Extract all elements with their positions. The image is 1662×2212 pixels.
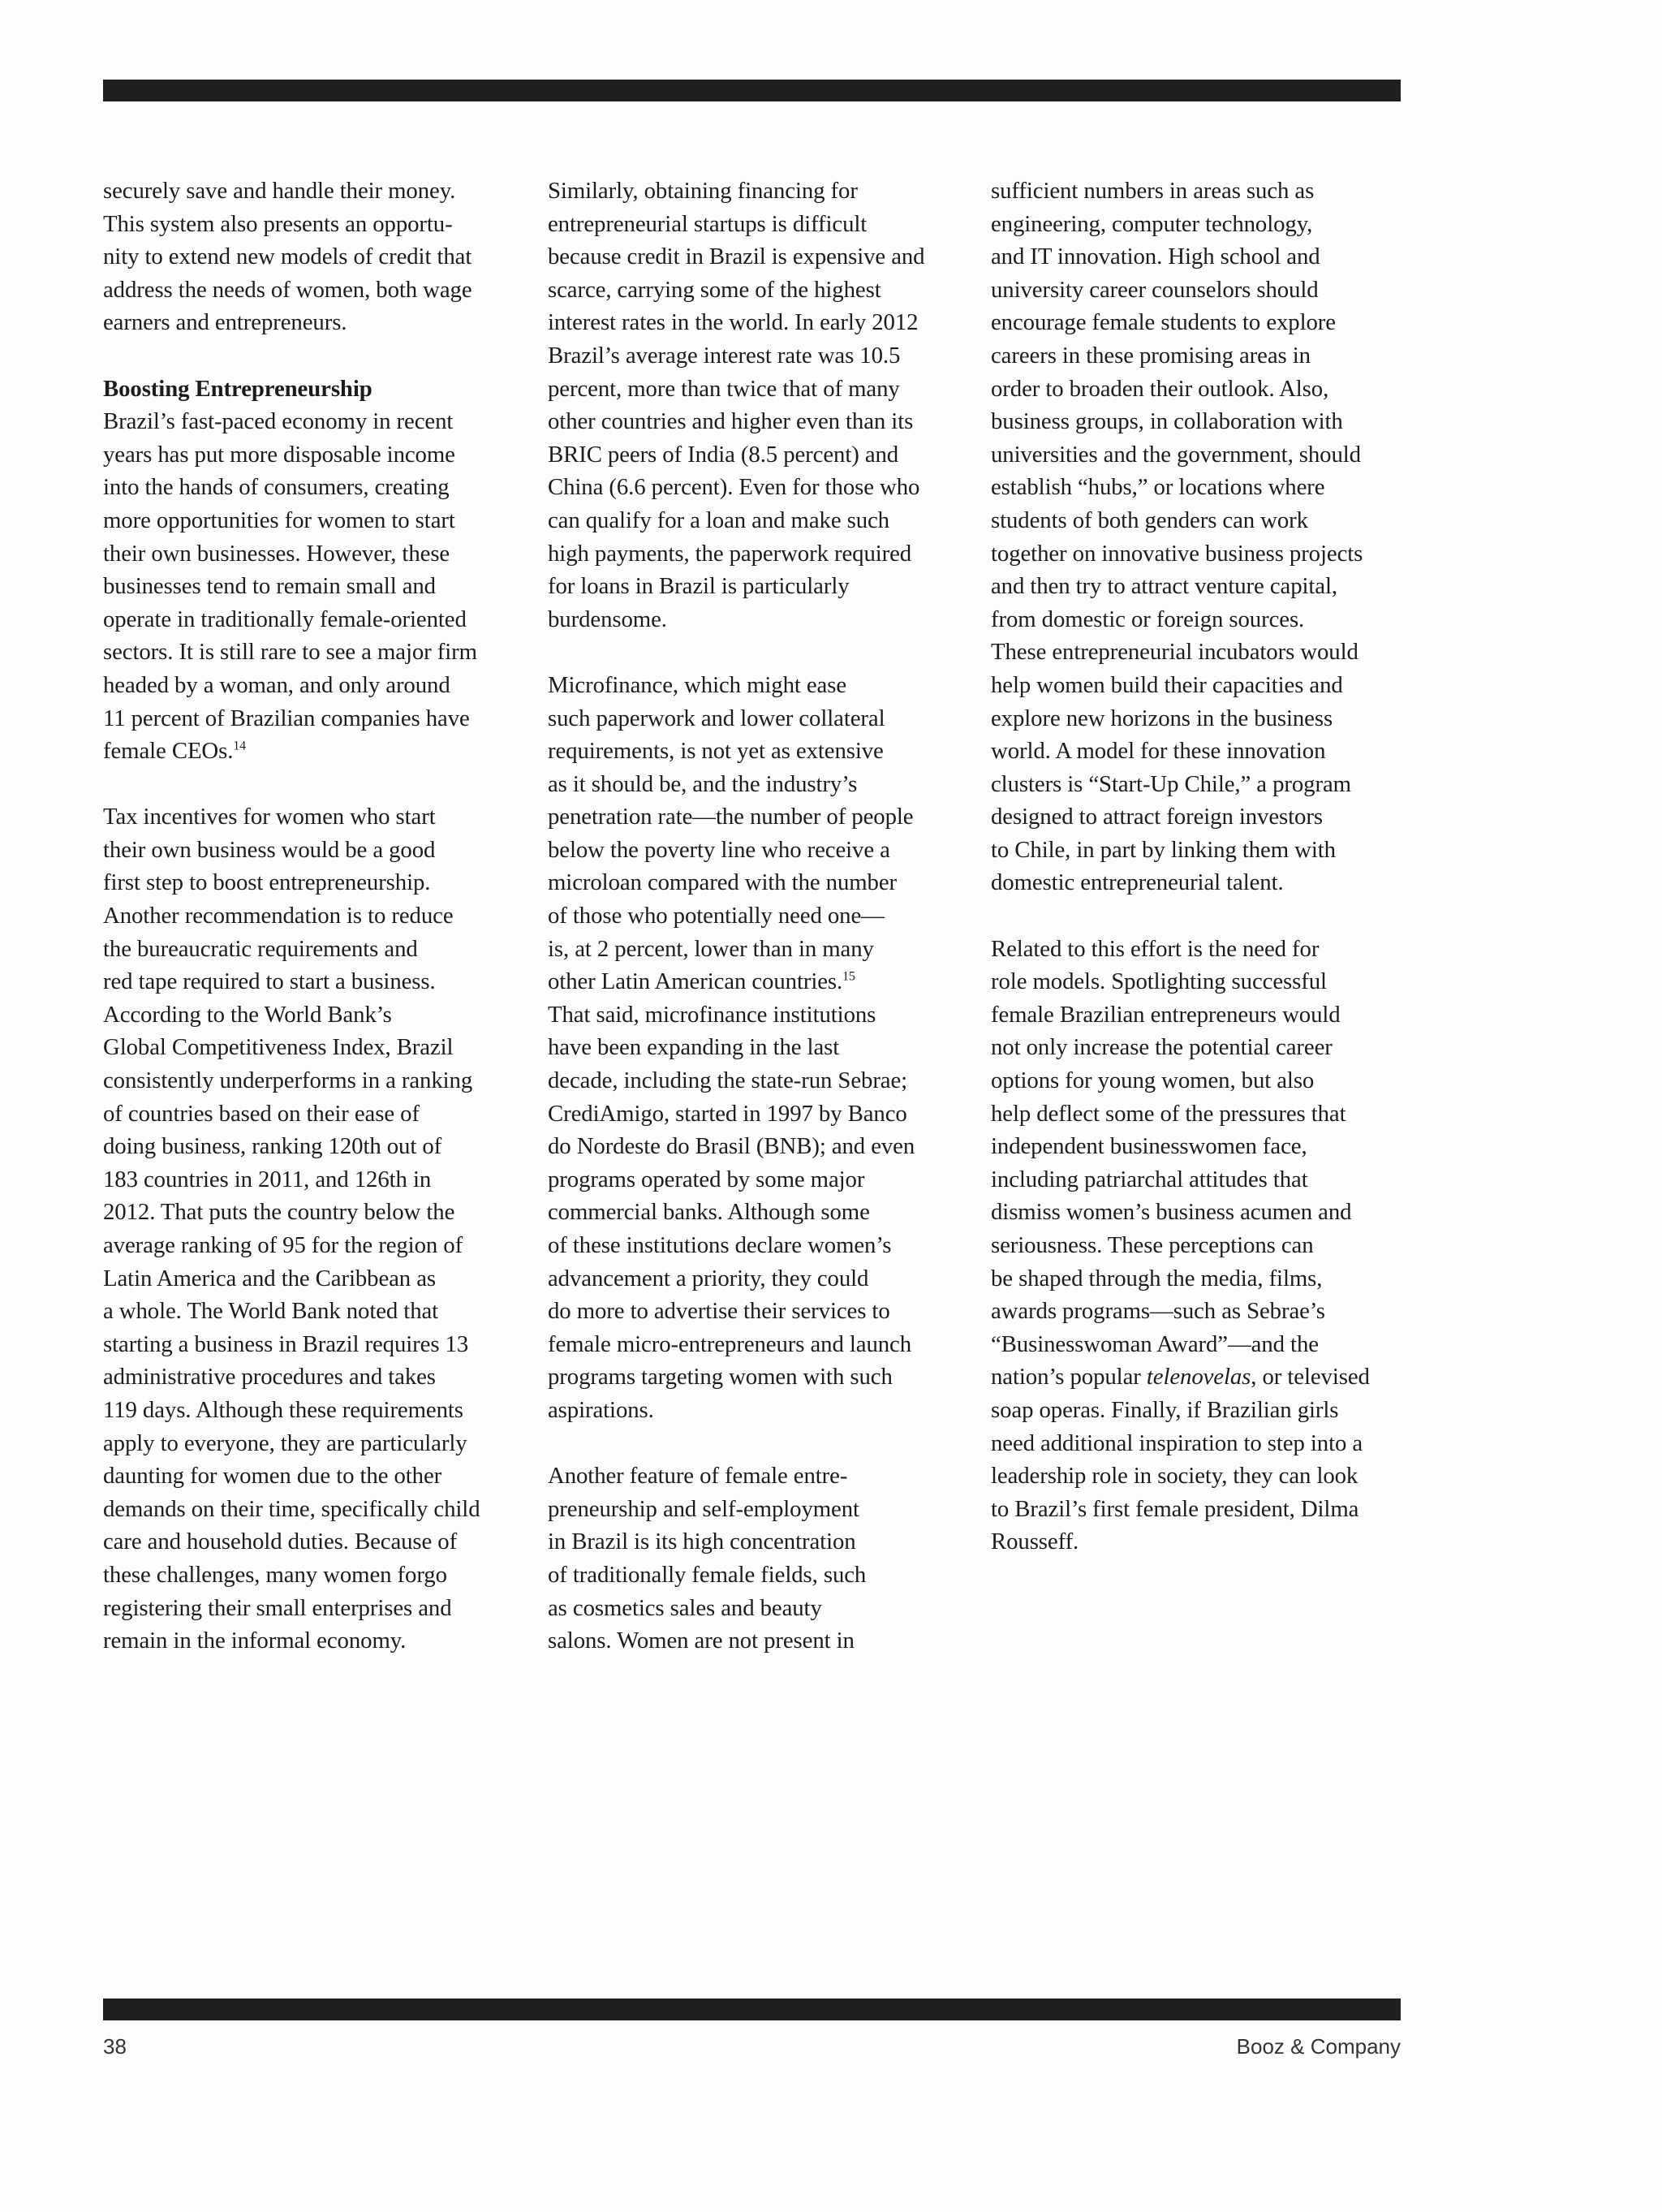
- text-line: remain in the informal economy.: [103, 1628, 407, 1654]
- text-line: high payments, the paperwork required: [548, 540, 912, 567]
- text-line: administrative procedures and takes: [103, 1364, 436, 1391]
- text-line: China (6.6 percent). Even for those who: [548, 474, 920, 501]
- text-line: 183 countries in 2011, and 126th in: [103, 1166, 432, 1192]
- text-line: decade, including the state-run Sebrae;: [548, 1067, 908, 1094]
- text-line: That said, microfinance institutions: [548, 1001, 876, 1028]
- text-line: business groups, in collaboration with: [991, 408, 1343, 435]
- text-fragment: female CEOs.: [103, 738, 234, 765]
- text-line: together on innovative business projects: [991, 540, 1363, 567]
- text-line: According to the World Bank’s: [103, 1001, 392, 1028]
- text-line: securely save and handle their money.: [103, 178, 456, 204]
- text-line: the bureaucratic requirements and: [103, 935, 418, 962]
- text-line: address the needs of women, both wage: [103, 276, 472, 303]
- text-line: programs operated by some major: [548, 1166, 865, 1192]
- text-line: headed by a woman, and only around: [103, 671, 450, 698]
- text-line: designed to attract foreign investors: [991, 804, 1323, 830]
- text-line: nity to extend new models of credit that: [103, 244, 472, 270]
- text-line: programs targeting women with such: [548, 1364, 893, 1391]
- text-line: Brazil’s average interest rate was 10.5: [548, 342, 901, 369]
- text-line: of these institutions declare women’s: [548, 1232, 892, 1258]
- text-line: as cosmetics sales and beauty: [548, 1594, 822, 1621]
- text-line: BRIC peers of India (8.5 percent) and: [548, 441, 899, 468]
- text-line: Related to this effort is the need for: [991, 935, 1320, 962]
- paragraph: [103, 800, 533, 1657]
- text-line: penetration rate—the number of people: [548, 804, 914, 830]
- text-line: to Brazil’s first female president, Dilma: [991, 1495, 1359, 1522]
- text-line: businesses tend to remain small and: [103, 573, 436, 600]
- paragraph: [548, 669, 978, 1427]
- page-number: 38: [103, 2034, 127, 2059]
- text-line: clusters is “Start-Up Chile,” a program: [991, 770, 1351, 797]
- text-line: including patriarchal attitudes that: [991, 1166, 1308, 1192]
- text-line: CrediAmigo, started in 1997 by Banco: [548, 1100, 907, 1127]
- text-line: a whole. The World Bank noted that: [103, 1298, 439, 1325]
- text-line: university career counselors should: [991, 276, 1319, 303]
- text-line: Microfinance, which might ease: [548, 671, 847, 698]
- text-line: advancement a priority, they could: [548, 1265, 869, 1291]
- text-line: these challenges, many women forgo: [103, 1561, 447, 1588]
- text-line: Rousseff.: [991, 1529, 1079, 1555]
- text-line: scarce, carrying some of the highest: [548, 276, 881, 303]
- text-line: 119 days. Although these requirements: [103, 1396, 463, 1423]
- text-line: female Brazilian entrepreneurs would: [991, 1001, 1341, 1028]
- text-line: requirements, is not yet as extensive: [548, 738, 884, 765]
- text-line: demands on their time, specifically child: [103, 1495, 480, 1522]
- text-line: microloan compared with the number: [548, 869, 898, 896]
- text-line: careers in these promising areas in: [991, 342, 1311, 369]
- paragraph: [548, 1460, 978, 1658]
- text-line: starting a business in Brazil requires 13: [103, 1330, 469, 1357]
- text-line: registering their small enterprises and: [103, 1594, 452, 1621]
- text-line: years has put more disposable income: [103, 441, 455, 468]
- text-line: their own business would be a good: [103, 836, 436, 863]
- text-line: Global Competitiveness Index, Brazil: [103, 1034, 454, 1061]
- text-line: Another feature of female entre-: [548, 1463, 848, 1490]
- text-line: of those who potentially need one—: [548, 903, 885, 929]
- text-line: [548, 965, 978, 998]
- text-line: commercial banks. Although some: [548, 1199, 870, 1226]
- text-line: because credit in Brazil is expensive and: [548, 244, 925, 270]
- text-line: awards programs—such as Sebrae’s: [991, 1298, 1325, 1325]
- text-line: seriousness. These perceptions can: [991, 1232, 1314, 1258]
- column-2: [548, 175, 978, 1690]
- text-line: Similarly, obtaining financing for: [548, 178, 858, 204]
- text-line: earners and entrepreneurs.: [103, 309, 347, 336]
- paragraph: [991, 933, 1421, 1559]
- text-line: order to broaden their outlook. Also,: [991, 375, 1329, 402]
- text-line: sectors. It is still rare to see a major firm: [103, 639, 477, 666]
- text-line: daunting for women due to the other: [103, 1463, 442, 1490]
- text-line: do Nordeste do Brasil (BNB); and even: [548, 1133, 915, 1160]
- text-line: percent, more than twice that of many: [548, 375, 900, 402]
- text-line: preneurship and self-employment: [548, 1495, 859, 1522]
- text-line: Brazil’s fast-paced economy in recent: [103, 408, 454, 435]
- text-line: dismiss women’s business acumen and: [991, 1199, 1352, 1226]
- publisher-name: Booz & Company: [1236, 2034, 1401, 2059]
- text-line: establish “hubs,” or locations where: [991, 474, 1325, 501]
- text-line: students of both genders can work: [991, 507, 1308, 533]
- text-line: such paperwork and lower collateral: [548, 705, 885, 731]
- section-heading: Boosting Entrepreneurship: [103, 375, 372, 402]
- text-line: These entrepreneurial incubators would: [991, 639, 1358, 666]
- text-line: Tax incentives for women who start: [103, 804, 436, 830]
- text-line: engineering, computer technology,: [991, 210, 1313, 237]
- text-line: other countries and higher even than its: [548, 408, 914, 435]
- text-line: help women build their capacities and: [991, 671, 1343, 698]
- text-fragment: nation’s popular: [991, 1364, 1147, 1391]
- text-line: have been expanding in the last: [548, 1034, 840, 1061]
- text-line: burdensome.: [548, 606, 667, 632]
- text-line: leadership role in society, they can look: [991, 1463, 1358, 1490]
- text-line: aspirations.: [548, 1396, 654, 1423]
- top-rule: [103, 80, 1401, 101]
- paragraph: [991, 175, 1421, 899]
- text-line: doing business, ranking 120th out of: [103, 1133, 442, 1160]
- text-line: 2012. That puts the country below the: [103, 1199, 455, 1226]
- text-line: female micro-entrepreneurs and launch: [548, 1330, 912, 1357]
- column-3: [991, 175, 1421, 1592]
- text-line: This system also presents an opportu-: [103, 210, 453, 237]
- text-line: universities and the government, should: [991, 441, 1361, 468]
- text-line: [991, 1360, 1421, 1394]
- bottom-rule: [103, 1999, 1401, 2020]
- text-line: as it should be, and the industry’s: [548, 770, 858, 797]
- text-line: consistently underperforms in a ranking: [103, 1067, 473, 1094]
- text-line: domestic entrepreneurial talent.: [991, 869, 1284, 896]
- text-line: sufficient numbers in areas such as: [991, 178, 1315, 204]
- text-line: 11 percent of Brazilian companies have: [103, 705, 470, 731]
- text-line: of traditionally female fields, such: [548, 1561, 867, 1588]
- text-line: world. A model for these innovation: [991, 738, 1326, 765]
- text-line: role models. Spotlighting successful: [991, 968, 1327, 995]
- text-line: is, at 2 percent, lower than in many: [548, 935, 874, 962]
- text-line: and IT innovation. High school and: [991, 244, 1320, 270]
- text-line: to Chile, in part by linking them with: [991, 836, 1336, 863]
- text-line: need additional inspiration to step into a: [991, 1429, 1363, 1456]
- text-line: below the poverty line who receive a: [548, 836, 890, 863]
- text-line: apply to everyone, they are particularly: [103, 1429, 467, 1456]
- footnote-ref: 14: [233, 739, 246, 753]
- text-fragment: other Latin American countries.: [548, 968, 843, 995]
- text-line: explore new horizons in the business: [991, 705, 1333, 731]
- text-line: and then try to attract venture capital,: [991, 573, 1337, 600]
- text-line: options for young women, but also: [991, 1067, 1315, 1094]
- text-line: of countries based on their ease of: [103, 1100, 420, 1127]
- text-line: not only increase the potential career: [991, 1034, 1333, 1061]
- text-line: Another recommendation is to reduce: [103, 903, 454, 929]
- text-line: soap operas. Finally, if Brazilian girls: [991, 1396, 1339, 1423]
- text-line: into the hands of consumers, creating: [103, 474, 450, 501]
- paragraph: [103, 373, 533, 768]
- paragraph: [548, 175, 978, 636]
- text-fragment: , or televised: [1251, 1364, 1370, 1391]
- italic-term: telenovelas: [1146, 1364, 1251, 1391]
- footnote-ref: 15: [842, 969, 855, 984]
- text-line: their own businesses. However, these: [103, 540, 450, 567]
- paragraph: [103, 175, 533, 339]
- text-line: be shaped through the media, films,: [991, 1265, 1323, 1291]
- text-line: [103, 735, 533, 768]
- text-line: salons. Women are not present in: [548, 1628, 855, 1654]
- text-line: encourage female students to explore: [991, 309, 1336, 336]
- text-line: more opportunities for women to start: [103, 507, 455, 533]
- text-line: independent businesswomen face,: [991, 1133, 1307, 1160]
- text-line: care and household duties. Because of: [103, 1529, 458, 1555]
- text-line: “Businesswoman Award”—and the: [991, 1330, 1319, 1357]
- text-line: operate in traditionally female-oriented: [103, 606, 467, 632]
- text-line: help deflect some of the pressures that: [991, 1100, 1346, 1127]
- text-line: for loans in Brazil is particularly: [548, 573, 850, 600]
- text-line: from domestic or foreign sources.: [991, 606, 1305, 632]
- text-line: Latin America and the Caribbean as: [103, 1265, 436, 1291]
- text-line: entrepreneurial startups is difficult: [548, 210, 868, 237]
- column-1: [103, 175, 533, 1690]
- text-line: in Brazil is its high concentration: [548, 1529, 856, 1555]
- text-line: interest rates in the world. In early 2012: [548, 309, 919, 336]
- text-line: average ranking of 95 for the region of: [103, 1232, 463, 1258]
- text-line: can qualify for a loan and make such: [548, 507, 889, 533]
- text-line: first step to boost entrepreneurship.: [103, 869, 431, 896]
- text-line: do more to advertise their services to: [548, 1298, 890, 1325]
- text-line: red tape required to start a business.: [103, 968, 436, 995]
